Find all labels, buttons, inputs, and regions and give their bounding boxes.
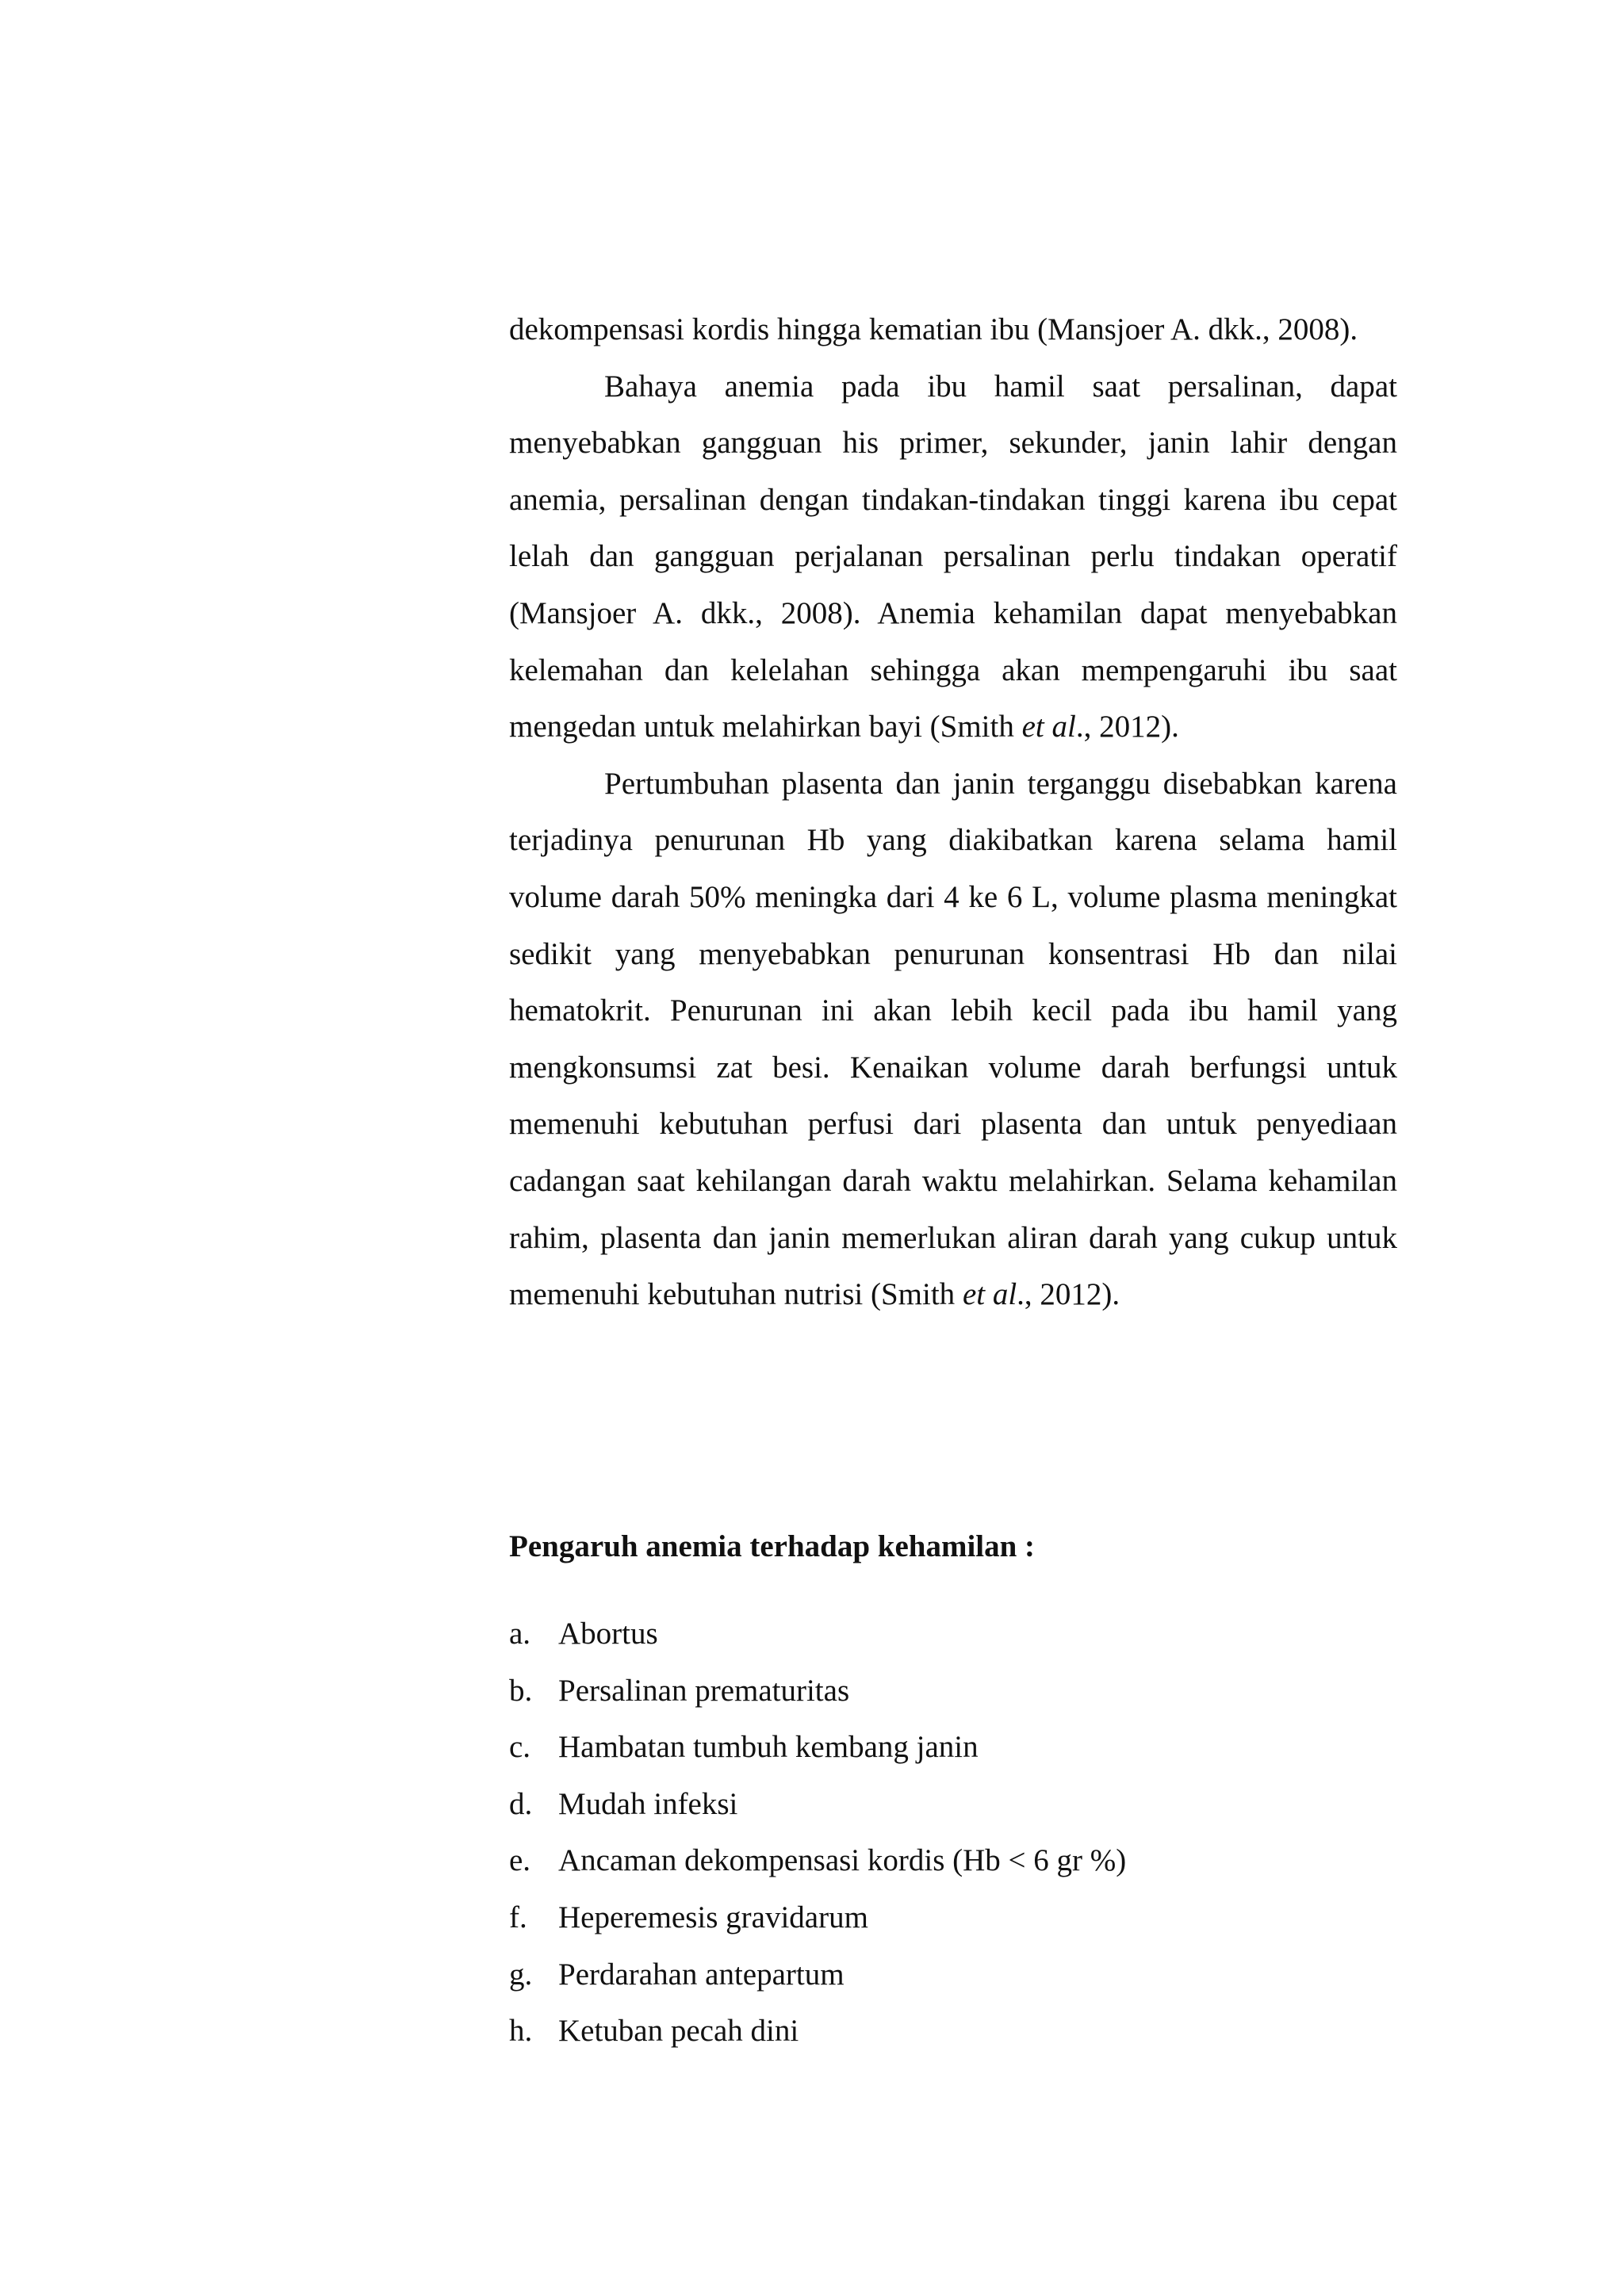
paragraph-1-text: dekompensasi kordis hingga kematian ibu (Mansjoer A. dkk., 2008). bbox=[509, 312, 1358, 346]
paragraph-2-citation-tail: ., 2012). bbox=[1075, 710, 1179, 744]
effects-list bbox=[509, 1605, 1397, 2060]
list-item bbox=[509, 1776, 1397, 1833]
list-item-text: Ancaman dekompensasi kordis (Hb < 6 gr %) bbox=[558, 1843, 1127, 1878]
paragraph-3-citation-italic: et al bbox=[962, 1277, 1017, 1312]
list-item bbox=[509, 1889, 1397, 1946]
paragraph-1 bbox=[509, 301, 1397, 358]
list-item-text: Persalinan prematuritas bbox=[558, 1673, 850, 1708]
list-item bbox=[509, 1946, 1397, 2003]
paragraph-2 bbox=[509, 358, 1397, 756]
list-marker: h. bbox=[509, 2014, 533, 2049]
paragraph-2-citation-italic: et al bbox=[1021, 710, 1076, 744]
section-heading: Pengaruh anemia terhadap kehamilan : bbox=[509, 1529, 1036, 1563]
paragraph-3-text: Pertumbuhan plasenta dan janin terganggu disebabkan karena terjadinya penurunan Hb yang diakibatkan karena selama hamil volume darah 50% meningka dari 4 ke 6 L, volume plasma meningkat sedikit yang menyebabkan penurunan konsentrasi Hb dan nilai hematokrit. Penurunan ini akan lebih kecil pada ibu hamil yang mengkonsumsi zat besi. Kenaikan volume darah berfungsi untuk memenuhi kebutuhan perfusi dari plasenta dan untuk penyediaan cadangan saat kehilangan darah waktu melahirkan. Selama kehamilan rahim, plasenta dan janin memerlukan aliran darah yang cukup untuk memenuhi kebutuhan nutrisi (Smith bbox=[509, 766, 1397, 1312]
list-marker: b. bbox=[509, 1673, 533, 1708]
list-item-text: Hambatan tumbuh kembang janin bbox=[558, 1730, 979, 1765]
list-marker: a. bbox=[509, 1617, 531, 1651]
paragraph-3 bbox=[509, 756, 1397, 1323]
list-item-text: Ketuban pecah dini bbox=[558, 2014, 799, 2049]
list-item-text: Perdarahan antepartum bbox=[558, 1957, 845, 1992]
list-item bbox=[509, 1663, 1397, 1720]
list-item bbox=[509, 1605, 1397, 1663]
list-marker: c. bbox=[509, 1730, 531, 1765]
list-marker: f. bbox=[509, 1900, 527, 1934]
list-marker: g. bbox=[509, 1957, 533, 1992]
paragraph-3-citation-tail: ., 2012). bbox=[1017, 1277, 1120, 1312]
list-item-text: Abortus bbox=[558, 1617, 658, 1651]
list-item bbox=[509, 2003, 1397, 2060]
list-item-text: Mudah infeksi bbox=[558, 1786, 738, 1821]
list-item bbox=[509, 1719, 1397, 1776]
body-text bbox=[509, 301, 1397, 1323]
list-marker: e. bbox=[509, 1843, 531, 1878]
paragraph-2-text: Bahaya anemia pada ibu hamil saat persalinan, dapat menyebabkan gangguan his primer, sekunder, janin lahir dengan anemia, persalinan dengan tindakan-tindakan tinggi karena ibu cepat lelah dan gangguan perjalanan persalinan perlu tindakan operatif (Mansjoer A. dkk., 2008). Anemia kehamilan dapat menyebabkan kelemahan dan kelelahan sehingga akan mempengaruhi ibu saat mengedan untuk melahirkan bayi (Smith bbox=[509, 369, 1397, 744]
list-item bbox=[509, 1832, 1397, 1889]
list-item-text: Heperemesis gravidarum bbox=[558, 1900, 868, 1934]
list-marker: d. bbox=[509, 1786, 533, 1821]
